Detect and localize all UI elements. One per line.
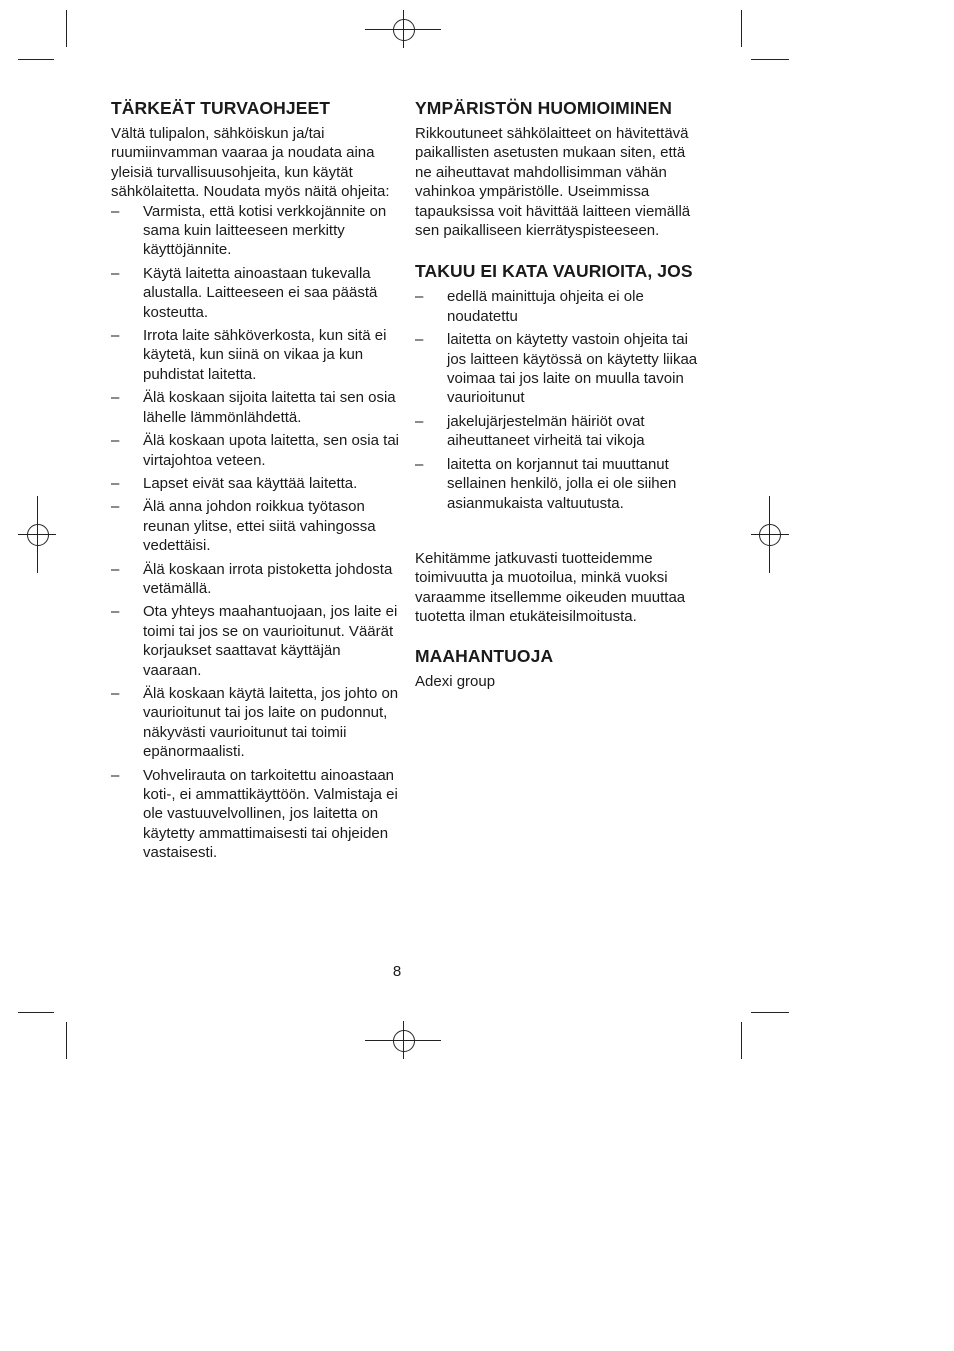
list-item: – Käytä laitetta ainoastaan tukevalla alustalla. Laitteeseen ei saa päästä kosteutta.: [111, 264, 378, 321]
registration-mark: [393, 19, 415, 41]
safety-list: [111, 202, 401, 863]
development-text: Kehitämme jatkuvasti tuotteidemme toimivuutta ja muotoilua, minkä vuoksi varaamme itsellemme oikeuden muuttaa tuotetta ilman etukäteisilmoitusta.: [415, 549, 686, 626]
crop-mark: [18, 1012, 54, 1013]
safety-section: [111, 97, 401, 867]
list-item: – edellä mainittuja ohjeita ei ole noudatettu: [415, 288, 644, 325]
list-item: – Ota yhteys maahantuojaan, jos laite ei toimi tai jos se on vaurioitunut. Väärät korjaukset saattavat käyttäjän vaaraan.: [111, 603, 398, 679]
list-item: – laitetta on käytetty vastoin ohjeita tai jos laitteen käytössä on käytetty liikaa voimaa tai jos laite on muulla tavoin vaurioitunut: [415, 331, 698, 407]
list-item: – Älä koskaan irrota pistoketta johdosta vetämällä.: [111, 560, 393, 597]
list-item: – Vohvelirauta on tarkoitettu ainoastaan koti-, ei ammattikäyttöön. Valmistaja ei ole vastuuvelvollinen, jos laitetta on käytetty ammattimaisesti tai ohjeiden vastaisesti.: [111, 766, 398, 862]
list-item: – Älä koskaan sijoita laitetta tai sen osia lähelle lämmönlähdettä.: [111, 389, 396, 426]
dash: –: [111, 684, 120, 702]
dash: –: [111, 202, 120, 220]
dash: –: [111, 603, 120, 621]
list-item: – Älä koskaan käytä laitetta, jos johto on vaurioitunut tai jos laite on pudonnut, näkyvästi vaurioitunut tai toimii epänormaalisti.: [111, 684, 399, 761]
registration-mark: [393, 1030, 415, 1052]
warranty-list: [415, 287, 700, 512]
crop-mark: [741, 10, 742, 47]
list-item: – Irrota laite sähköverkosta, kun sitä ei käytetä, kun siinä on vikaa ja kun puhdistat laitetta.: [111, 327, 387, 383]
dash: –: [111, 474, 120, 492]
dash: –: [111, 766, 120, 784]
dash: –: [111, 432, 120, 450]
crop-mark: [66, 10, 67, 47]
dash: –: [415, 455, 424, 473]
warranty-heading: TAKUU EI KATA VAURIOITA, JOS: [415, 261, 693, 282]
crop-mark: [66, 1022, 67, 1059]
list-item: – Lapset eivät saa käyttää laitetta.: [111, 474, 358, 492]
registration-mark: [759, 524, 781, 546]
dash: –: [415, 412, 424, 430]
dash: –: [111, 560, 120, 578]
importer-heading: MAAHANTUOJA: [415, 645, 554, 666]
dash: –: [415, 331, 424, 349]
list-item: – laitetta on korjannut tai muuttanut sellainen henkilö, jolla ei ole siihen asianmukaista valtuutusta.: [415, 455, 677, 512]
list-item: – Älä anna johdon roikkua työtason reunan ylitse, ettei siitä vahingossa vedettäisi.: [111, 498, 376, 555]
dash: –: [111, 389, 120, 407]
safety-heading: TÄRKEÄT TURVAOHJEET: [111, 98, 331, 118]
registration-mark: [27, 524, 49, 546]
dash: –: [111, 264, 120, 282]
safety-intro: Vältä tulipalon, sähköiskun ja/tai ruumiinvamman vaaraa ja noudata aina yleisiä turvallisuusohjeita, kun käytät sähkölaitetta. Noudata myös näitä ohjeita:: [111, 125, 390, 201]
list-item: – Älä koskaan upota laitetta, sen osia tai virtajohtoa veteen.: [111, 432, 399, 469]
crop-mark: [741, 1022, 742, 1059]
page-number: 8: [392, 963, 402, 980]
list-item: – Varmista, että kotisi verkkojännite on sama kuin laitteeseen merkitty käyttöjännite.: [111, 202, 387, 259]
info-section: [415, 97, 700, 691]
environment-text: Rikkoutuneet sähkölaitteet on hävitettävä paikallisten asetusten mukaan siten, että ne aiheuttavat mahdollisimman vähän vahinkoa ympäristölle. Useimmissa tapauksissa voit hävittää laitteen viemällä sen paikalliseen kierrätyspisteeseen.: [415, 125, 691, 240]
environment-heading: YMPÄRISTÖN HUOMIOIMINEN: [415, 98, 673, 118]
dash: –: [111, 498, 120, 516]
list-item: – jakelujärjestelmän häiriöt ovat aiheuttaneet virheitä tai vikoja: [415, 412, 645, 450]
dash: –: [111, 327, 120, 345]
crop-mark: [18, 59, 54, 60]
importer-name: Adexi group: [415, 672, 496, 690]
dash: –: [415, 288, 424, 306]
crop-mark: [751, 1012, 789, 1013]
crop-mark: [751, 59, 789, 60]
